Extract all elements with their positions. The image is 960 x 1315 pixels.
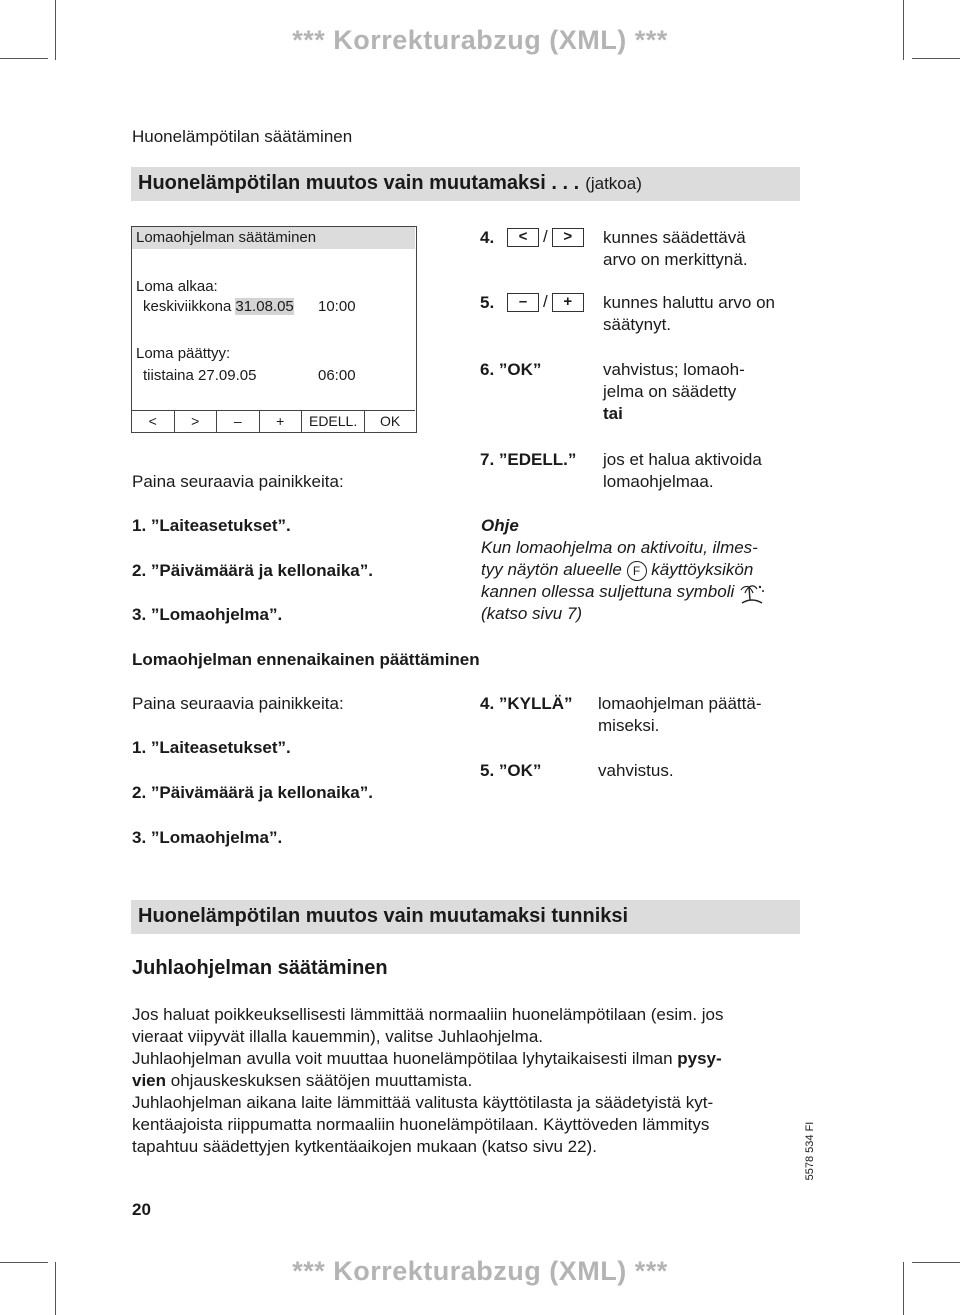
plus-key-icon: + xyxy=(552,293,584,312)
start-value: keskiviikkona 31.08.05 xyxy=(143,298,294,315)
crop-mark xyxy=(912,58,960,59)
note-title: Ohje xyxy=(481,516,519,535)
step-6-label: 6. ”OK” xyxy=(480,360,542,379)
step-5-number: 5. xyxy=(480,293,495,312)
softkey-plus[interactable]: + xyxy=(260,411,303,433)
softkey-row xyxy=(132,410,415,433)
section-heading-bar xyxy=(131,167,800,201)
holiday-island-icon xyxy=(739,582,765,604)
section3-heading-bar xyxy=(131,900,800,934)
step-3: 3. ”Lomaohjelma”. xyxy=(132,605,283,624)
start-time: 10:00 xyxy=(318,298,356,315)
section2-step-4-text-2: miseksi. xyxy=(598,716,660,735)
proof-banner-top: *** Korrekturabzug (XML) *** xyxy=(292,25,668,55)
step-6-text-3: tai xyxy=(603,404,623,423)
step-5-text-2: säätynyt. xyxy=(603,315,672,334)
end-time: 06:00 xyxy=(318,367,356,384)
step-5-text-1: kunnes haluttu arvo on xyxy=(603,293,776,312)
step-4-keys: < / > xyxy=(507,226,584,248)
step-5-keys: – / + xyxy=(507,291,584,313)
body-paragraph-3: Juhlaohjelman aikana laite lämmittää valitusta käyttötilasta ja säädetyistä kyt- kentäajoista riippumatta normaaliin huonelämpötilaan. Käyttöveden lämmitys tapahtuu säädettyjen kytkentäaikojen mukaan (katso sivu 22). xyxy=(132,1093,714,1156)
softkey-right[interactable]: > xyxy=(175,411,218,433)
section3-title: Huonelämpötilan muutos vain muutamaksi tunniksi xyxy=(138,905,629,927)
right-arrow-key-icon: > xyxy=(552,228,584,247)
step-7-label: 7. ”EDELL.” xyxy=(480,450,577,469)
note-line-3: kannen ollessa suljettuna symboli xyxy=(481,581,765,604)
note-line-1: Kun lomaohjelma on aktivoitu, ilmes- xyxy=(481,538,758,557)
proof-banner-bottom: *** Korrekturabzug (XML) *** xyxy=(292,1256,668,1286)
selected-date: 31.08.05 xyxy=(235,298,294,315)
softkey-minus[interactable]: – xyxy=(217,411,260,433)
section2-step-3: 3. ”Lomaohjelma”. xyxy=(132,828,283,847)
body-paragraph-2: Juhlaohjelman avulla voit muuttaa huonelämpötilaa lyhytaikaisesti ilman pysy- vien ohjauskeskuksen säätöjen muuttamista. xyxy=(132,1049,722,1090)
press-label: Paina seuraavia painikkeita: xyxy=(132,472,344,491)
step-6-text-1: vahvistus; lomaoh- xyxy=(603,360,745,379)
section2-press-label: Paina seuraavia painikkeita: xyxy=(132,694,344,713)
page-number: 20 xyxy=(132,1200,151,1219)
body-paragraph-1: Jos haluat poikkeuksellisesti lämmittää normaaliin huonelämpötilaan (esim. jos vieraat viipyvät illalla kauemmin), valitse Juhlaohjelma. xyxy=(132,1005,724,1046)
note-line-2: tyy näytön alueelle F käyttöyksikön xyxy=(481,560,754,579)
document-code: 5578 534 FI xyxy=(804,1121,816,1181)
section2-step-4-label: 4. ”KYLLÄ” xyxy=(480,694,573,713)
minus-key-icon: – xyxy=(507,293,539,312)
section-title: Huonelämpötilan muutos vain muutamaksi . . . xyxy=(138,172,580,194)
softkey-ok[interactable]: OK xyxy=(380,413,401,429)
softkey-left[interactable]: < xyxy=(132,411,175,433)
step-1: 1. ”Laiteasetukset”. xyxy=(132,516,291,535)
step-4-number: 4. xyxy=(480,228,495,247)
step-4-text-2: arvo on merkittynä. xyxy=(603,250,748,269)
section2-step-2: 2. ”Päivämäärä ja kellonaika”. xyxy=(132,783,373,802)
running-header: Huonelämpötilan säätäminen xyxy=(132,127,353,146)
note-line-4: (katso sivu 7) xyxy=(481,604,583,623)
display-panel xyxy=(131,226,417,433)
section2-step-4-text-1: lomaohjelman päättä- xyxy=(598,694,762,713)
end-label: Loma päättyy: xyxy=(136,345,231,362)
section2-title: Lomaohjelman ennenaikainen päättäminen xyxy=(132,650,480,669)
section2-step-5-label: 5. ”OK” xyxy=(480,761,542,780)
step-7-text-1: jos et halua aktivoida xyxy=(603,450,762,469)
section2-step-5-text: vahvistus. xyxy=(598,761,674,780)
f-circle-icon: F xyxy=(627,561,647,581)
display-title: Lomaohjelman säätäminen xyxy=(132,227,415,249)
crop-mark xyxy=(0,58,48,59)
subheading: Juhlaohjelman säätäminen xyxy=(132,957,388,979)
left-arrow-key-icon: < xyxy=(507,228,539,247)
section2-step-1: 1. ”Laiteasetukset”. xyxy=(132,738,291,757)
continued-label: (jatkoa) xyxy=(585,174,642,193)
step-6-text-2: jelma on säädetty xyxy=(603,382,737,401)
start-label: Loma alkaa: xyxy=(136,278,218,295)
step-7-text-2: lomaohjelmaa. xyxy=(603,472,714,491)
step-4-text-1: kunnes säädettävä xyxy=(603,228,746,247)
softkey-back[interactable]: EDELL. xyxy=(302,411,365,433)
step-2: 2. ”Päivämäärä ja kellonaika”. xyxy=(132,561,373,580)
end-value: tiistaina 27.09.05 xyxy=(143,367,257,384)
